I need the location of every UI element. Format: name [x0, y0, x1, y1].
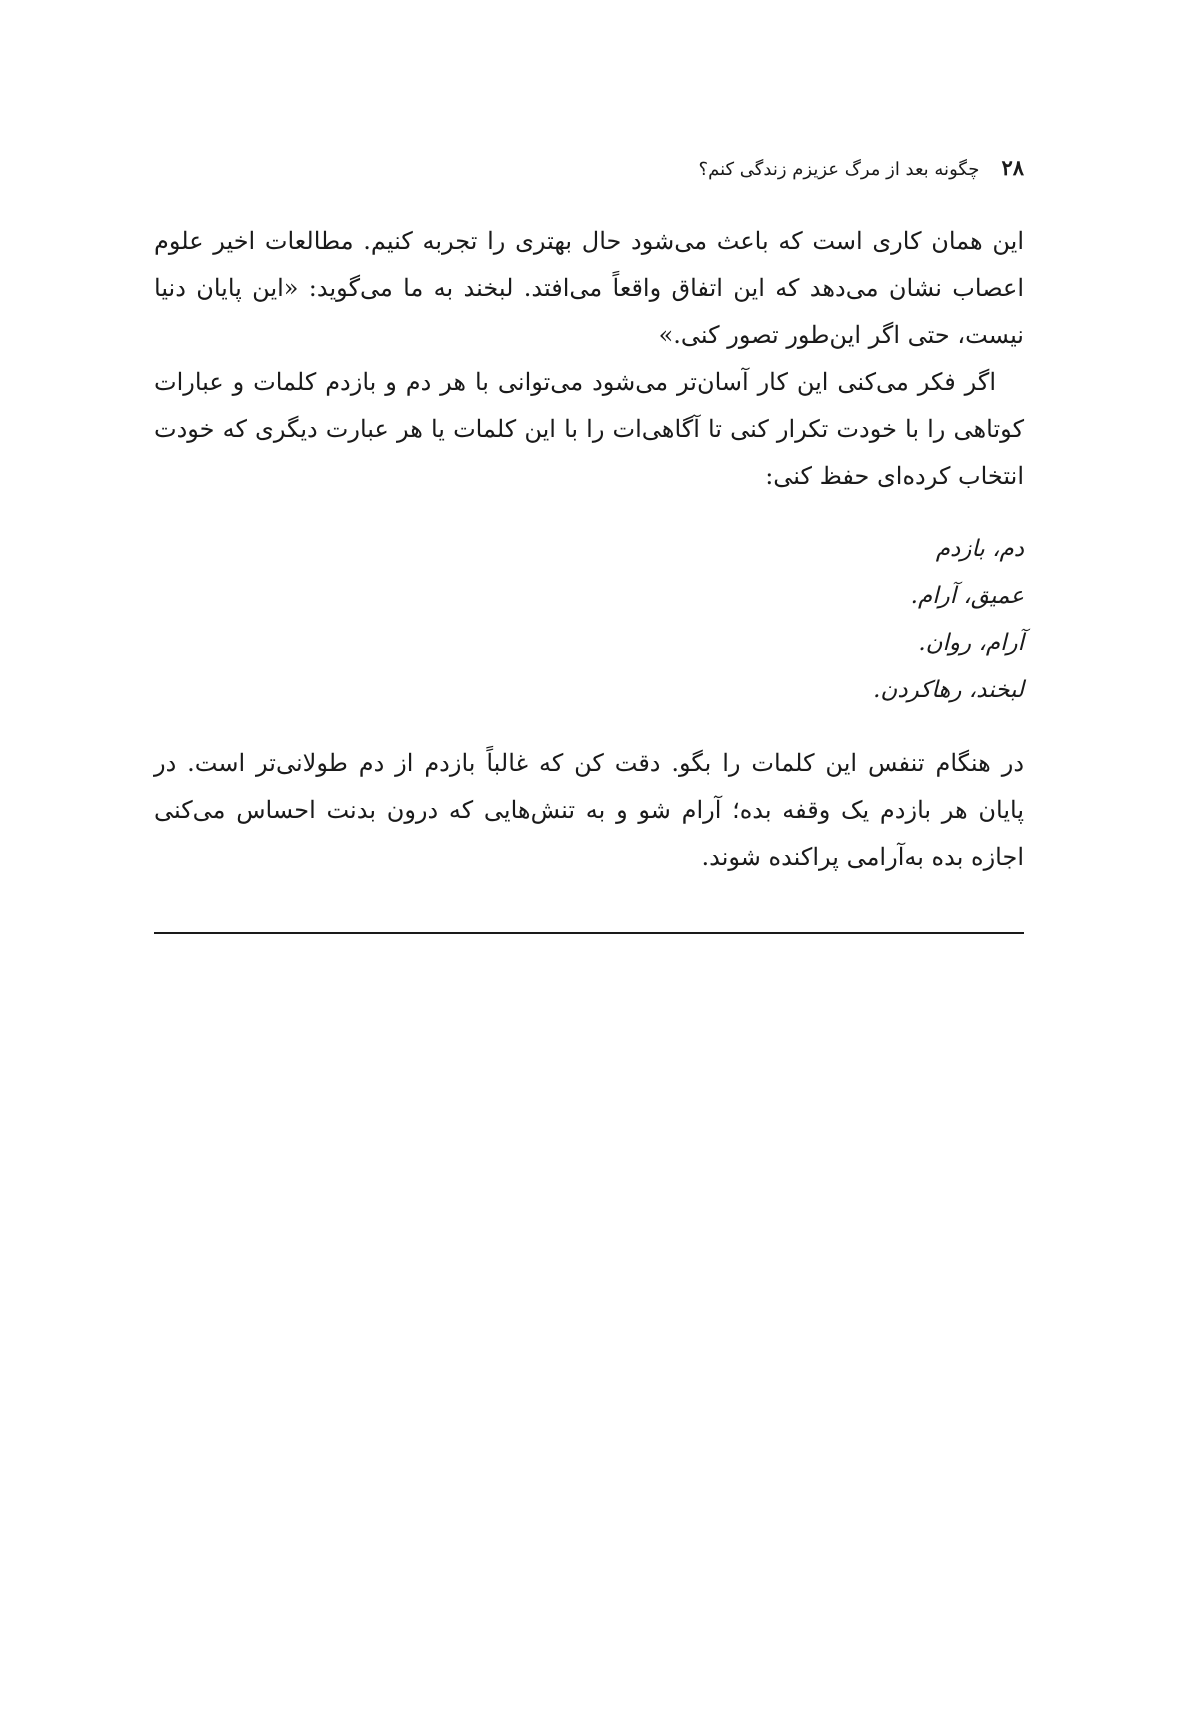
divider-rule: [154, 932, 1024, 934]
phrase-item: آرام، روان.: [918, 630, 1024, 656]
phrase-item: عمیق، آرام.: [910, 583, 1024, 609]
paragraph-2: اگر فکر می‌کنی این کار آسان‌تر می‌شود می‌توانی با هر دم و بازدم کلمات و عبارات کوتاهی را با خودت تکرار کنی تا آگاهی‌ات را با این کلمات یا هر عبارت دیگری که خودت انتخاب کرده‌ای حفظ کنی:: [154, 368, 1024, 490]
phrase-item: دم، بازدم: [935, 536, 1024, 562]
paragraph-1: این همان کاری است که باعث می‌شود حال بهتری را تجربه کنیم. مطالعات اخیر علوم اعصاب نشان می‌دهد که این اتفاق واقعاً می‌افتد. لبخند به ما می‌گوید: «این پایان دنیا نیست، حتی اگر این‌طور تصور کنی.»: [154, 227, 1024, 349]
page-number: ۲۸: [1001, 155, 1024, 180]
paragraph-3: در هنگام تنفس این کلمات را بگو. دقت کن که غالباً بازدم از دم طولانی‌تر است. در پایان هر بازدم یک وقفه بده؛ آرام شو و به تنش‌هایی که درون بدنت احساس می‌کنی اجازه بده به‌آرامی پراکنده شوند.: [154, 749, 1024, 871]
page-header: [154, 155, 1024, 180]
breathing-phrases-list: [154, 526, 1024, 714]
body-text: [154, 218, 1024, 881]
phrase-item: لبخند، رهاکردن.: [873, 677, 1024, 703]
running-title: چگونه بعد از مرگ عزیزم زندگی کنم؟: [698, 159, 980, 180]
